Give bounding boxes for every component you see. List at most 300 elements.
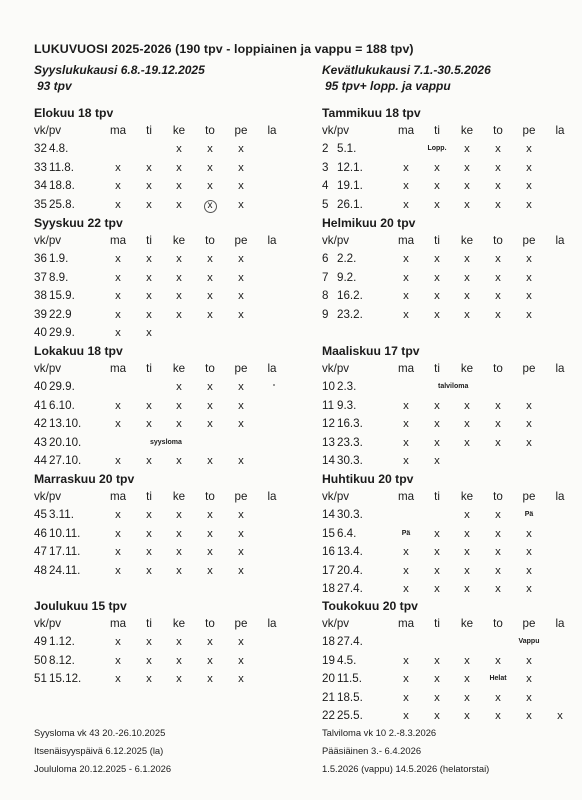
day-header: ti xyxy=(434,617,440,630)
school-day-mark: x xyxy=(207,253,213,266)
week-number: 37 xyxy=(34,270,47,284)
week-start-date: 9.3. xyxy=(337,398,357,412)
school-day-mark: x xyxy=(146,454,152,467)
school-day-mark: x xyxy=(464,418,470,431)
school-day-mark: x xyxy=(495,709,501,722)
footer-line: Itsenäisyyspäivä 6.12.2025 (la) xyxy=(34,745,164,756)
week-number: 3 xyxy=(322,160,329,174)
day-header: ma xyxy=(109,234,127,247)
school-day-mark: x xyxy=(526,436,532,449)
week-number: 40 xyxy=(34,325,47,339)
week-start-date: 20.10. xyxy=(49,435,82,449)
school-day-mark: x xyxy=(238,308,244,321)
school-day-mark: x xyxy=(146,546,152,559)
week-row xyxy=(34,269,284,287)
school-day-mark: x xyxy=(146,418,152,431)
school-day-mark: x xyxy=(495,399,501,412)
week-number: 49 xyxy=(34,635,47,649)
day-header: ke xyxy=(460,234,474,247)
week-start-date: 3.11. xyxy=(49,508,74,522)
week-number: 18 xyxy=(322,581,335,595)
week-number: 9 xyxy=(322,307,329,321)
week-row xyxy=(34,177,284,195)
week-start-date: 16.3. xyxy=(337,417,363,431)
school-day-mark: x xyxy=(176,381,182,394)
week-number: 33 xyxy=(34,160,47,174)
week-row xyxy=(322,177,572,195)
week-row xyxy=(322,415,572,433)
week-row xyxy=(34,306,284,324)
footer-line: 1.5.2026 (vappu) 14.5.2026 (helatorstai) xyxy=(322,763,490,774)
school-day-mark: x xyxy=(495,654,501,667)
school-day-mark: x xyxy=(115,180,121,193)
week-row xyxy=(322,652,572,670)
day-header: to xyxy=(493,490,503,503)
week-start-date: 8.12. xyxy=(49,653,75,667)
month-title: Toukokuu 20 tpv xyxy=(322,599,418,613)
day-header: to xyxy=(493,362,503,375)
school-day-mark: x xyxy=(115,654,121,667)
holiday-label: Vappu xyxy=(518,638,540,646)
school-day-mark: x xyxy=(207,290,213,303)
day-header: la xyxy=(555,362,565,375)
day-header: ke xyxy=(172,362,186,375)
week-number: 50 xyxy=(34,653,47,667)
day-header-row xyxy=(34,488,284,506)
day-header: pe xyxy=(234,617,248,630)
week-row xyxy=(34,543,284,561)
school-day-mark: x xyxy=(526,308,532,321)
day-header: la xyxy=(267,490,277,503)
day-header: pe xyxy=(522,124,536,137)
school-day-mark: x xyxy=(495,527,501,540)
day-header: ma xyxy=(109,490,127,503)
day-header-row xyxy=(34,232,284,250)
day-header: ma xyxy=(397,234,415,247)
school-day-mark: x xyxy=(115,546,121,559)
week-day-header: vk/pv xyxy=(34,490,62,503)
vacation-note: talviloma xyxy=(438,383,469,391)
week-number: 14 xyxy=(322,453,335,467)
week-row xyxy=(322,269,572,287)
month-block xyxy=(322,104,572,214)
school-day-mark: x xyxy=(526,582,532,595)
week-number: 11 xyxy=(322,398,335,412)
day-header: ti xyxy=(146,617,152,630)
school-day-mark: x xyxy=(434,691,440,704)
week-number: 6 xyxy=(322,252,329,266)
day-header: pe xyxy=(522,362,536,375)
week-start-date: 29.9. xyxy=(49,380,75,394)
school-day-mark: x xyxy=(434,161,440,174)
school-day-mark: x xyxy=(115,673,121,686)
week-row xyxy=(322,452,572,470)
school-day-mark: x xyxy=(403,180,409,193)
school-day-mark: x xyxy=(495,180,501,193)
school-day-mark: x xyxy=(238,381,244,394)
school-day-mark: x xyxy=(495,509,501,522)
week-start-date: 8.9. xyxy=(49,270,69,284)
week-row xyxy=(322,140,572,158)
week-row xyxy=(322,633,572,651)
holiday-label: Lopp. xyxy=(427,145,447,153)
day-header: to xyxy=(493,124,503,137)
school-day-mark: x xyxy=(403,454,409,467)
school-day-mark: x xyxy=(464,271,470,284)
school-day-mark: x xyxy=(434,418,440,431)
school-day-mark: x xyxy=(238,546,244,559)
school-day-mark: x xyxy=(176,546,182,559)
week-start-date: 4.8. xyxy=(49,142,69,156)
spring-term-heading xyxy=(322,62,491,94)
school-day-mark: x xyxy=(464,709,470,722)
week-day-header: vk/pv xyxy=(34,617,62,630)
week-number: 41 xyxy=(34,398,47,412)
week-row xyxy=(34,324,284,342)
school-day-mark: x xyxy=(146,399,152,412)
week-number: 51 xyxy=(34,672,47,686)
school-day-mark: x xyxy=(495,436,501,449)
school-day-mark: x xyxy=(526,564,532,577)
week-number: 18 xyxy=(322,635,335,649)
school-day-mark: x xyxy=(176,180,182,193)
school-day-mark: x xyxy=(176,198,182,211)
week-day-header: vk/pv xyxy=(322,234,350,247)
school-day-mark: x xyxy=(464,527,470,540)
school-day-mark: x xyxy=(176,673,182,686)
autumn-term-title: Syyslukukausi 6.8.-19.12.2025 xyxy=(34,63,205,77)
school-day-mark: x xyxy=(238,418,244,431)
autumn-footer xyxy=(34,724,171,778)
school-day-mark: x xyxy=(464,290,470,303)
week-start-date: 15.9. xyxy=(49,289,75,303)
week-start-date: 1.9. xyxy=(49,252,69,266)
day-header: ma xyxy=(397,124,415,137)
week-row xyxy=(34,415,284,433)
school-day-mark: x xyxy=(403,436,409,449)
week-start-date: 2.2. xyxy=(337,252,357,266)
school-day-mark: x xyxy=(146,326,152,339)
week-start-date: 20.4. xyxy=(337,563,363,577)
day-header: ma xyxy=(397,490,415,503)
week-start-date: 27.4. xyxy=(337,635,363,649)
week-number: 19 xyxy=(322,653,335,667)
school-day-mark: x xyxy=(146,161,152,174)
day-header-row xyxy=(322,122,572,140)
school-day-mark: x xyxy=(238,509,244,522)
day-header: ma xyxy=(397,617,415,630)
school-day-mark: x xyxy=(495,546,501,559)
school-day-mark: x xyxy=(146,654,152,667)
holiday-label: Pä xyxy=(401,529,411,537)
school-day-mark: x xyxy=(403,399,409,412)
school-day-mark: x xyxy=(207,308,213,321)
month-title: Syyskuu 22 tpv xyxy=(34,216,123,230)
school-day-mark: x xyxy=(434,253,440,266)
spring-footer xyxy=(322,724,489,778)
school-day-mark: x xyxy=(464,143,470,156)
week-start-date: 29.9. xyxy=(49,325,75,339)
school-day-mark: x xyxy=(403,198,409,211)
school-day-mark: x xyxy=(115,161,121,174)
week-row xyxy=(322,670,572,688)
day-header: ke xyxy=(460,617,474,630)
week-start-date: 13.10. xyxy=(49,417,82,431)
school-day-mark: x xyxy=(176,418,182,431)
week-number: 39 xyxy=(34,307,47,321)
day-header: ma xyxy=(397,362,415,375)
week-start-date: 30.3. xyxy=(337,453,363,467)
school-day-mark: x xyxy=(526,709,532,722)
week-row xyxy=(34,196,284,214)
week-number: 47 xyxy=(34,545,47,559)
school-day-mark: x xyxy=(176,636,182,649)
school-day-mark: x xyxy=(115,399,121,412)
month-block xyxy=(322,470,572,598)
week-row xyxy=(34,652,284,670)
school-day-mark: x xyxy=(115,290,121,303)
circled-school-day-mark xyxy=(196,196,224,214)
week-start-date: 18.8. xyxy=(49,179,75,193)
day-header: la xyxy=(555,617,565,630)
week-number: 15 xyxy=(322,526,335,540)
school-day-mark: x xyxy=(207,527,213,540)
day-header: ti xyxy=(146,234,152,247)
day-header: ma xyxy=(109,617,127,630)
week-row xyxy=(322,250,572,268)
week-start-date: 16.2. xyxy=(337,289,363,303)
vacation-note: syysloma xyxy=(150,438,182,446)
day-header: pe xyxy=(522,617,536,630)
spring-term-title: Kevätlukukausi 7.1.-30.5.2026 xyxy=(322,63,491,77)
school-day-mark: x xyxy=(464,546,470,559)
day-header-row xyxy=(34,122,284,140)
school-day-mark: x xyxy=(526,143,532,156)
school-day-mark: x xyxy=(526,654,532,667)
school-day-mark: x xyxy=(176,564,182,577)
school-day-mark: x xyxy=(176,454,182,467)
week-start-date: 11.8. xyxy=(49,160,74,174)
month-title: Tammikuu 18 tpv xyxy=(322,106,421,120)
week-number: 10 xyxy=(322,380,335,394)
school-day-mark: x xyxy=(176,161,182,174)
week-row xyxy=(34,159,284,177)
page-title: LUKUVUOSI 2025-2026 (190 tpv - loppiainen ja vappu = 188 tpv) xyxy=(34,42,414,56)
week-start-date: 27.10. xyxy=(49,453,82,467)
school-day-mark: x xyxy=(146,290,152,303)
school-day-mark: x xyxy=(403,673,409,686)
day-header: la xyxy=(555,124,565,137)
week-row xyxy=(322,306,572,324)
school-day-mark: x xyxy=(434,527,440,540)
month-block xyxy=(34,470,284,580)
day-header: pe xyxy=(234,124,248,137)
week-start-date: 5.1. xyxy=(337,142,357,156)
school-day-mark: x xyxy=(464,253,470,266)
day-header: la xyxy=(555,490,565,503)
day-header: ti xyxy=(434,490,440,503)
day-header: to xyxy=(205,617,215,630)
week-row xyxy=(34,506,284,524)
school-day-mark: x xyxy=(434,564,440,577)
week-row xyxy=(34,397,284,415)
month-title: Lokakuu 18 tpv xyxy=(34,344,123,358)
school-day-mark: x xyxy=(526,161,532,174)
school-day-mark: x xyxy=(115,198,121,211)
autumn-term-heading xyxy=(34,62,205,94)
school-day-mark: x xyxy=(176,253,182,266)
week-row xyxy=(34,378,284,396)
month-block xyxy=(34,342,284,470)
school-day-mark: x xyxy=(207,636,213,649)
school-day-mark: x xyxy=(146,509,152,522)
day-header: ti xyxy=(434,234,440,247)
week-start-date: 4.5. xyxy=(337,653,357,667)
month-block xyxy=(322,214,572,324)
week-start-date: 6.4. xyxy=(337,526,357,540)
week-day-header: vk/pv xyxy=(322,617,350,630)
week-row xyxy=(322,434,572,452)
day-header-row xyxy=(322,232,572,250)
school-day-mark: x xyxy=(176,290,182,303)
school-day-mark: x xyxy=(403,582,409,595)
week-row xyxy=(322,506,572,524)
week-row xyxy=(322,196,572,214)
week-day-header: vk/pv xyxy=(34,234,62,247)
month-title: Maaliskuu 17 tpv xyxy=(322,344,420,358)
school-day-mark: x xyxy=(115,308,121,321)
school-day-mark: x xyxy=(403,161,409,174)
school-day-mark: x xyxy=(464,161,470,174)
footer-line: Pääsiäinen 3.- 6.4.2026 xyxy=(322,745,422,756)
week-day-header: vk/pv xyxy=(322,490,350,503)
week-number: 46 xyxy=(34,526,47,540)
school-day-mark: x xyxy=(207,564,213,577)
week-number: 17 xyxy=(322,563,335,577)
school-day-mark: x xyxy=(526,290,532,303)
week-row xyxy=(34,287,284,305)
school-day-mark: x xyxy=(434,654,440,667)
school-day-mark: x xyxy=(464,198,470,211)
school-day-mark: x xyxy=(176,527,182,540)
week-start-date: 15.12. xyxy=(49,672,82,686)
week-day-header: vk/pv xyxy=(34,362,62,375)
month-block xyxy=(322,342,572,470)
month-title: Marraskuu 20 tpv xyxy=(34,472,135,486)
week-start-date: 30.3. xyxy=(337,508,363,522)
week-row xyxy=(34,250,284,268)
school-day-mark: x xyxy=(207,143,213,156)
school-day-mark: x xyxy=(146,308,152,321)
week-row xyxy=(322,562,572,580)
school-day-mark: x xyxy=(495,691,501,704)
week-row xyxy=(34,562,284,580)
week-day-header: vk/pv xyxy=(34,124,62,137)
day-header: ma xyxy=(109,124,127,137)
month-block xyxy=(34,597,284,689)
school-day-mark: x xyxy=(238,636,244,649)
school-day-mark: x xyxy=(207,654,213,667)
school-day-mark: x xyxy=(434,546,440,559)
week-start-date: 27.4. xyxy=(337,581,363,595)
school-day-mark: x xyxy=(238,654,244,667)
day-header: pe xyxy=(522,490,536,503)
week-number: 38 xyxy=(34,289,47,303)
school-day-mark: x xyxy=(403,564,409,577)
week-day-header: vk/pv xyxy=(322,362,350,375)
week-start-date: 18.5. xyxy=(337,690,363,704)
school-day-mark: x xyxy=(207,271,213,284)
week-start-date: 9.2. xyxy=(337,270,357,284)
school-day-mark: x xyxy=(464,436,470,449)
day-header-row xyxy=(34,615,284,633)
week-row xyxy=(34,140,284,158)
school-day-mark: x xyxy=(176,509,182,522)
week-number: 36 xyxy=(34,252,47,266)
week-number: 32 xyxy=(34,142,47,156)
day-header-row xyxy=(322,488,572,506)
day-header: ti xyxy=(146,124,152,137)
school-day-mark: x xyxy=(176,399,182,412)
day-header-row xyxy=(34,360,284,378)
school-day-mark: x xyxy=(526,198,532,211)
school-day-mark: x xyxy=(238,290,244,303)
day-header: pe xyxy=(234,362,248,375)
school-day-mark: x xyxy=(115,527,121,540)
day-header: ke xyxy=(172,490,186,503)
holiday-label: Pä xyxy=(524,511,534,519)
week-row xyxy=(322,689,572,707)
week-start-date: 25.5. xyxy=(337,708,363,722)
school-day-mark: x xyxy=(207,418,213,431)
school-day-mark: x xyxy=(115,564,121,577)
week-number: 7 xyxy=(322,270,329,284)
month-title: Huhtikuu 20 tpv xyxy=(322,472,414,486)
school-day-mark: x xyxy=(238,253,244,266)
spring-term-days: 95 tpv+ lopp. ja vappu xyxy=(325,79,451,93)
school-day-mark: x xyxy=(434,709,440,722)
day-header: la xyxy=(267,124,277,137)
school-day-mark: x xyxy=(207,161,213,174)
day-header-row xyxy=(322,360,572,378)
school-day-mark: x xyxy=(207,180,213,193)
week-row xyxy=(34,633,284,651)
school-day-mark: x xyxy=(495,308,501,321)
week-number: 43 xyxy=(34,435,47,449)
school-day-mark: x xyxy=(403,308,409,321)
month-block xyxy=(322,597,572,725)
week-start-date: 11.5. xyxy=(337,672,362,686)
week-number: 40 xyxy=(34,380,47,394)
school-day-mark: x xyxy=(238,161,244,174)
week-row xyxy=(322,707,572,725)
week-number: 20 xyxy=(322,672,335,686)
school-day-mark: x xyxy=(403,546,409,559)
school-day-mark: x xyxy=(557,709,563,722)
week-row xyxy=(322,580,572,598)
school-day-mark: x xyxy=(176,308,182,321)
school-day-mark: x xyxy=(526,527,532,540)
school-day-mark: x xyxy=(434,308,440,321)
autumn-term-days: 93 tpv xyxy=(37,79,72,93)
school-day-mark: x xyxy=(403,271,409,284)
week-number: 12 xyxy=(322,417,335,431)
day-header: to xyxy=(205,234,215,247)
week-row xyxy=(322,397,572,415)
day-header: to xyxy=(205,490,215,503)
day-header: ke xyxy=(460,490,474,503)
school-day-mark: x xyxy=(464,582,470,595)
